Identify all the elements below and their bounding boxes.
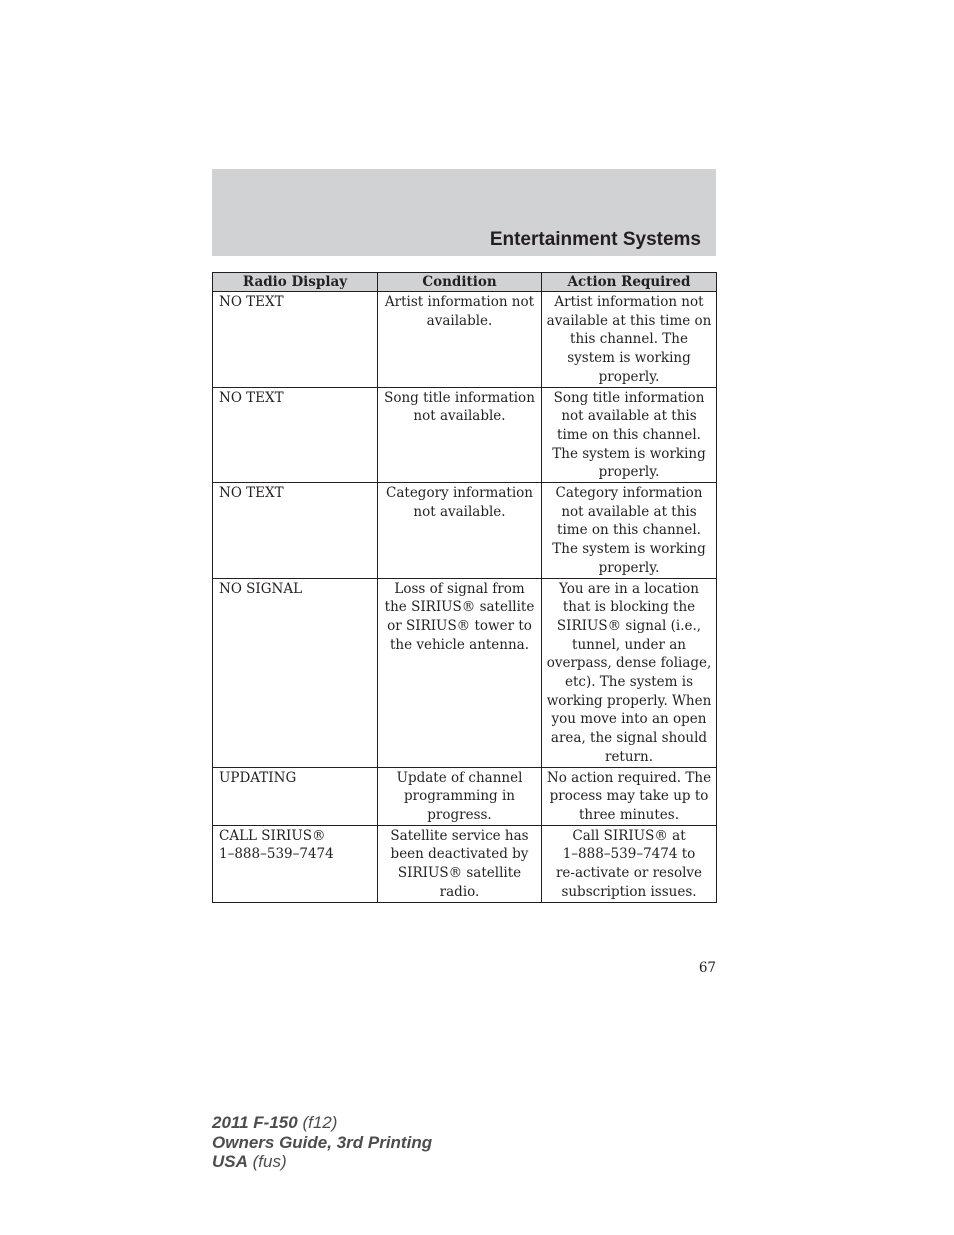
- cell-text-line: not available at this: [561, 503, 697, 520]
- cell-text-line: UPDATING: [219, 769, 297, 786]
- cell-action-required: [542, 483, 717, 579]
- cell-text-line: three minutes.: [579, 806, 679, 823]
- cell-text-line: SIRIUS® satellite: [397, 865, 522, 882]
- section-header-band: [212, 169, 716, 256]
- table-body: [213, 292, 717, 903]
- column-header-condition: Condition: [378, 273, 542, 292]
- cell-text-line: NO TEXT: [219, 485, 284, 502]
- cell-text-line: time on this channel.: [557, 426, 701, 443]
- cell-action-required: [542, 292, 717, 388]
- cell-text-line: You are in a location: [559, 580, 699, 597]
- cell-text-line: Song title information: [384, 389, 535, 406]
- column-header-action-required: Action Required: [542, 273, 717, 292]
- cell-text-line: not available.: [413, 408, 506, 425]
- page-number: 67: [698, 960, 716, 976]
- footer-market-code: (fus): [252, 1152, 287, 1171]
- cell-text-line: No action required. The: [546, 769, 712, 786]
- cell-text-line: 1–888–539–7474 to: [562, 846, 696, 863]
- cell-text-line: Artist information not: [384, 294, 535, 310]
- cell-action-required: [542, 767, 717, 825]
- table-row: [213, 483, 717, 579]
- cell-text-line: Satellite service has: [390, 827, 529, 844]
- cell-text-line: tunnel, under an: [572, 636, 686, 653]
- cell-action-required: [542, 578, 717, 767]
- cell-text-line: The system is working: [552, 541, 706, 558]
- cell-text-line: you move into an open: [551, 711, 707, 728]
- cell-text-line: Artist information not: [554, 294, 704, 310]
- cell-text-line: not available.: [413, 503, 506, 520]
- cell-text-line: process may take up to: [549, 788, 709, 805]
- cell-text-line: NO TEXT: [219, 294, 284, 310]
- cell-text-line: overpass, dense foliage,: [546, 655, 712, 672]
- footer-model-code: (f12): [302, 1113, 338, 1132]
- cell-radio-display: [213, 825, 378, 902]
- table-header-row: [213, 273, 717, 292]
- cell-text-line: the vehicle antenna.: [389, 636, 530, 653]
- cell-text-line: not available at this: [561, 408, 697, 425]
- cell-text-line: radio.: [439, 883, 480, 900]
- cell-text-line: CALL SIRIUS®: [219, 827, 326, 844]
- cell-text-line: SIRIUS® signal (i.e.,: [556, 617, 702, 634]
- cell-text-line: Category information: [555, 485, 703, 502]
- cell-radio-display: [213, 578, 378, 767]
- cell-text-line: progress.: [427, 806, 492, 823]
- cell-text-line: properly.: [598, 464, 660, 481]
- cell-action-required: [542, 825, 717, 902]
- cell-text-line: been deactivated by: [390, 846, 529, 863]
- footer-model: 2011 F-150: [212, 1113, 298, 1132]
- cell-radio-display: [213, 483, 378, 579]
- cell-condition: [378, 292, 542, 388]
- footer-market: USA: [212, 1152, 248, 1171]
- cell-text-line: working properly. When: [546, 692, 712, 709]
- cell-text-line: Category information: [386, 485, 533, 502]
- cell-text-line: system is working: [567, 350, 691, 367]
- section-title: Entertainment Systems: [489, 229, 701, 250]
- table-row: [213, 578, 717, 767]
- cell-radio-display: [213, 292, 378, 388]
- footer-line-guide: [212, 1133, 432, 1153]
- cell-condition: [378, 578, 542, 767]
- cell-text-line: subscription issues.: [561, 883, 697, 900]
- cell-text-line: The system is working: [552, 445, 706, 462]
- cell-text-line: programming in: [404, 788, 515, 805]
- column-header-radio-display: Radio Display: [213, 273, 378, 292]
- cell-text-line: available.: [426, 312, 493, 329]
- cell-text-line: NO TEXT: [219, 389, 284, 406]
- cell-text-line: properly.: [598, 559, 660, 576]
- cell-text-line: NO SIGNAL: [219, 580, 303, 597]
- table-row: [213, 292, 717, 388]
- cell-text-line: properly.: [598, 368, 660, 385]
- cell-text-line: etc). The system is: [564, 674, 694, 691]
- cell-radio-display: [213, 387, 378, 483]
- cell-text-line: Loss of signal from: [394, 580, 525, 597]
- cell-text-line: time on this channel.: [557, 522, 701, 539]
- cell-text-line: Call SIRIUS® at: [572, 827, 686, 844]
- cell-condition: [378, 387, 542, 483]
- cell-action-required: [542, 387, 717, 483]
- cell-condition: [378, 825, 542, 902]
- footer: [212, 1113, 432, 1172]
- cell-text-line: Song title information: [553, 389, 705, 406]
- cell-text-line: area, the signal should: [550, 730, 708, 747]
- radio-display-table: [212, 272, 717, 903]
- table-row: [213, 387, 717, 483]
- cell-text-line: return.: [604, 748, 653, 765]
- cell-radio-display: [213, 767, 378, 825]
- cell-text-line: available at this time on: [546, 312, 712, 329]
- footer-guide: Owners Guide, 3rd Printing: [212, 1132, 433, 1152]
- cell-text-line: that is blocking the: [562, 599, 696, 616]
- table-row: [213, 767, 717, 825]
- cell-text-line: this channel. The: [570, 331, 688, 348]
- cell-text-line: Update of channel: [396, 769, 523, 786]
- cell-text-line: re-activate or resolve: [555, 865, 703, 882]
- cell-text-line: or SIRIUS® tower to: [387, 617, 532, 634]
- footer-line-model: [212, 1113, 432, 1133]
- cell-condition: [378, 767, 542, 825]
- table-row: [213, 825, 717, 902]
- footer-line-market: [212, 1152, 432, 1172]
- cell-text-line: the SIRIUS® satellite: [384, 599, 535, 616]
- cell-condition: [378, 483, 542, 579]
- cell-text-line: 1–888–539–7474: [219, 846, 334, 863]
